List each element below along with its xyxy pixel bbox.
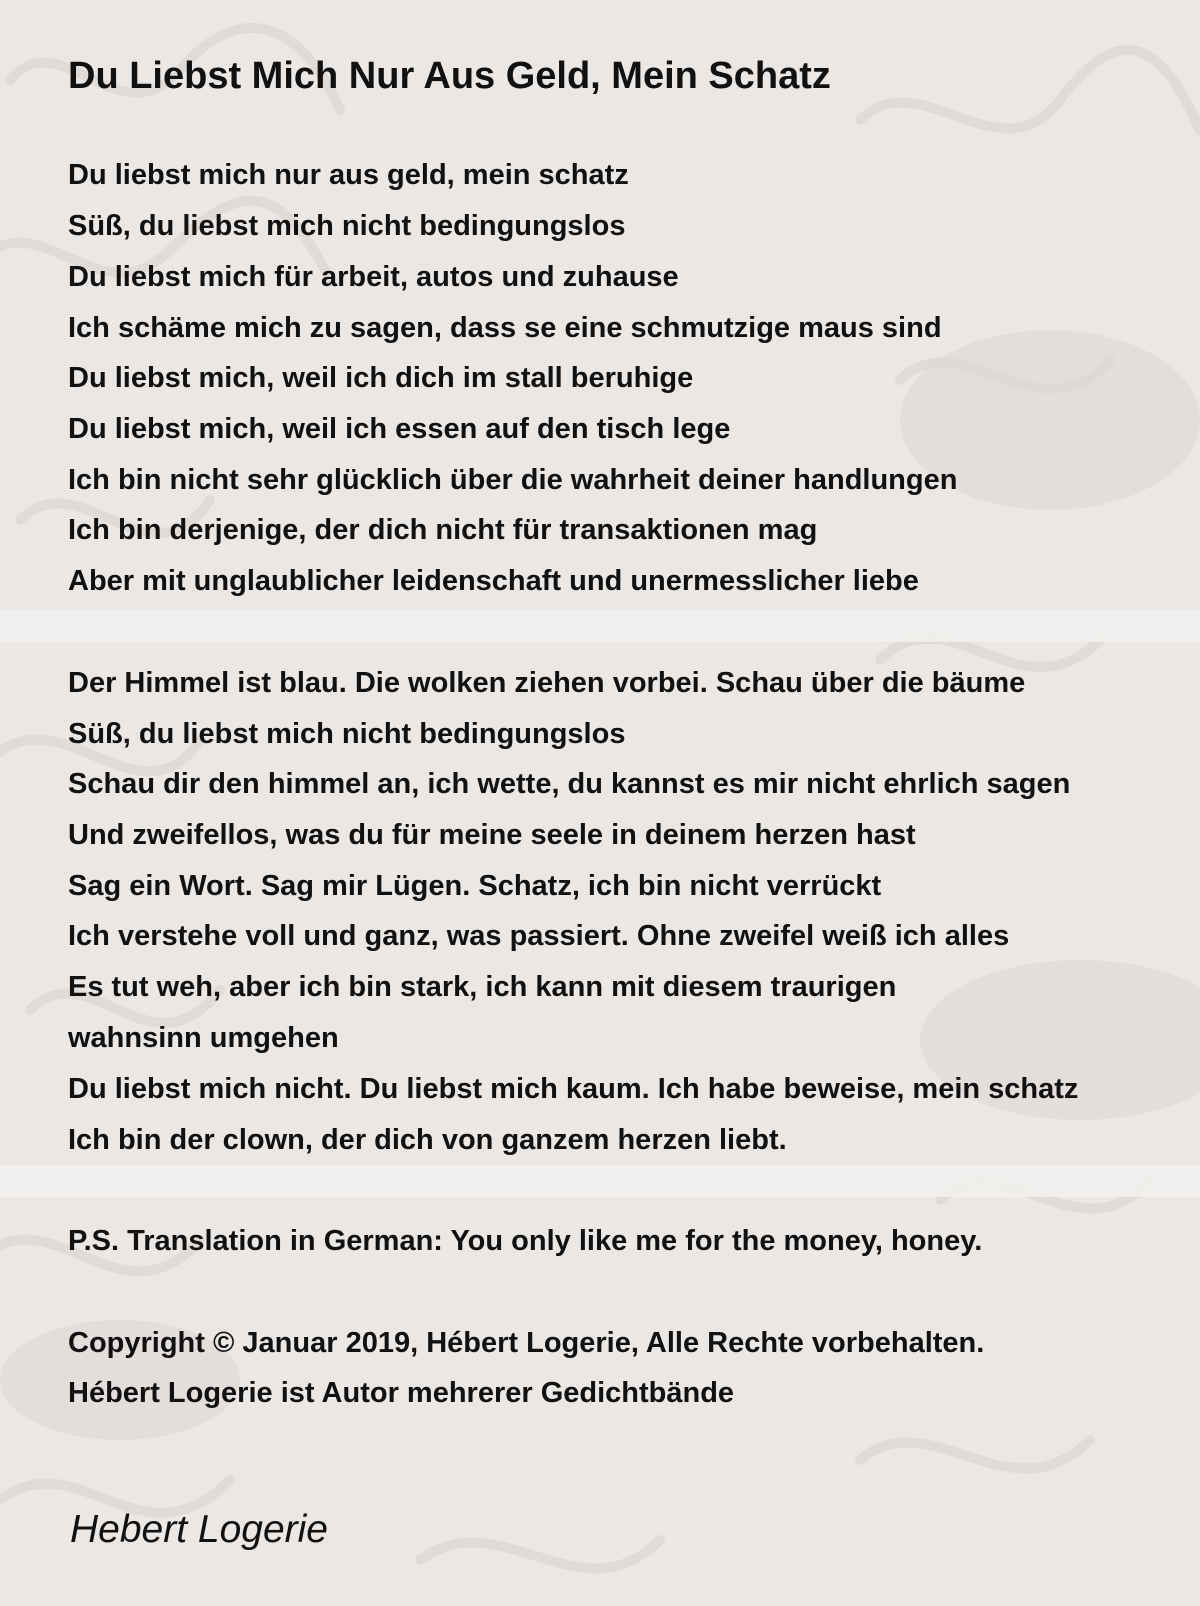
poem-line: Ich verstehe voll und ganz, was passiert. Ohne zweifel weiß ich alles: [68, 920, 1010, 952]
poem-line: Ich schäme mich zu sagen, dass se eine schmutzige maus sind: [68, 312, 942, 344]
poem-line: Aber mit unglaublicher leidenschaft und unermesslicher liebe: [68, 565, 919, 597]
poem-line: Ich bin nicht sehr glücklich über die wahrheit deiner handlungen: [68, 464, 958, 496]
poem-line: Süß, du liebst mich nicht bedingungslos: [68, 718, 626, 750]
poem-line: Du liebst mich, weil ich dich im stall beruhige: [68, 362, 694, 394]
poem-line: Der Himmel ist blau. Die wolken ziehen vorbei. Schau über die bäume: [68, 667, 1026, 699]
poem-line: Du liebst mich für arbeit, autos und zuhause: [68, 261, 679, 293]
poem-line: Süß, du liebst mich nicht bedingungslos: [68, 210, 626, 242]
poem-line: Du liebst mich nicht. Du liebst mich kaum. Ich habe beweise, mein schatz: [68, 1073, 1079, 1105]
poem-title: Du Liebst Mich Nur Aus Geld, Mein Schatz: [68, 55, 831, 97]
author-signature: Hebert Logerie: [70, 1508, 328, 1551]
copyright-line: Hébert Logerie ist Autor mehrerer Gedichtbände: [68, 1377, 735, 1409]
poem-line: Du liebst mich nur aus geld, mein schatz: [68, 159, 629, 191]
copyright-line: Copyright © Januar 2019, Hébert Logerie, Alle Rechte vorbehalten.: [68, 1327, 985, 1359]
poem-line: Und zweifellos, was du für meine seele in deinem herzen hast: [68, 819, 916, 851]
poem-line: Es tut weh, aber ich bin stark, ich kann mit diesem traurigen: [68, 971, 897, 1003]
poem-line: Ich bin derjenige, der dich nicht für transaktionen mag: [68, 514, 818, 546]
poem-line: Sag ein Wort. Sag mir Lügen. Schatz, ich bin nicht verrückt: [68, 870, 882, 902]
poem-line: Du liebst mich, weil ich essen auf den tisch lege: [68, 413, 731, 445]
poem-line: Ich bin der clown, der dich von ganzem herzen liebt.: [68, 1124, 787, 1156]
poem-line: Schau dir den himmel an, ich wette, du kannst es mir nicht ehrlich sagen: [68, 768, 1071, 800]
postscript: P.S. Translation in German: You only like me for the money, honey.: [68, 1225, 983, 1257]
poem-line: wahnsinn umgehen: [68, 1022, 339, 1054]
